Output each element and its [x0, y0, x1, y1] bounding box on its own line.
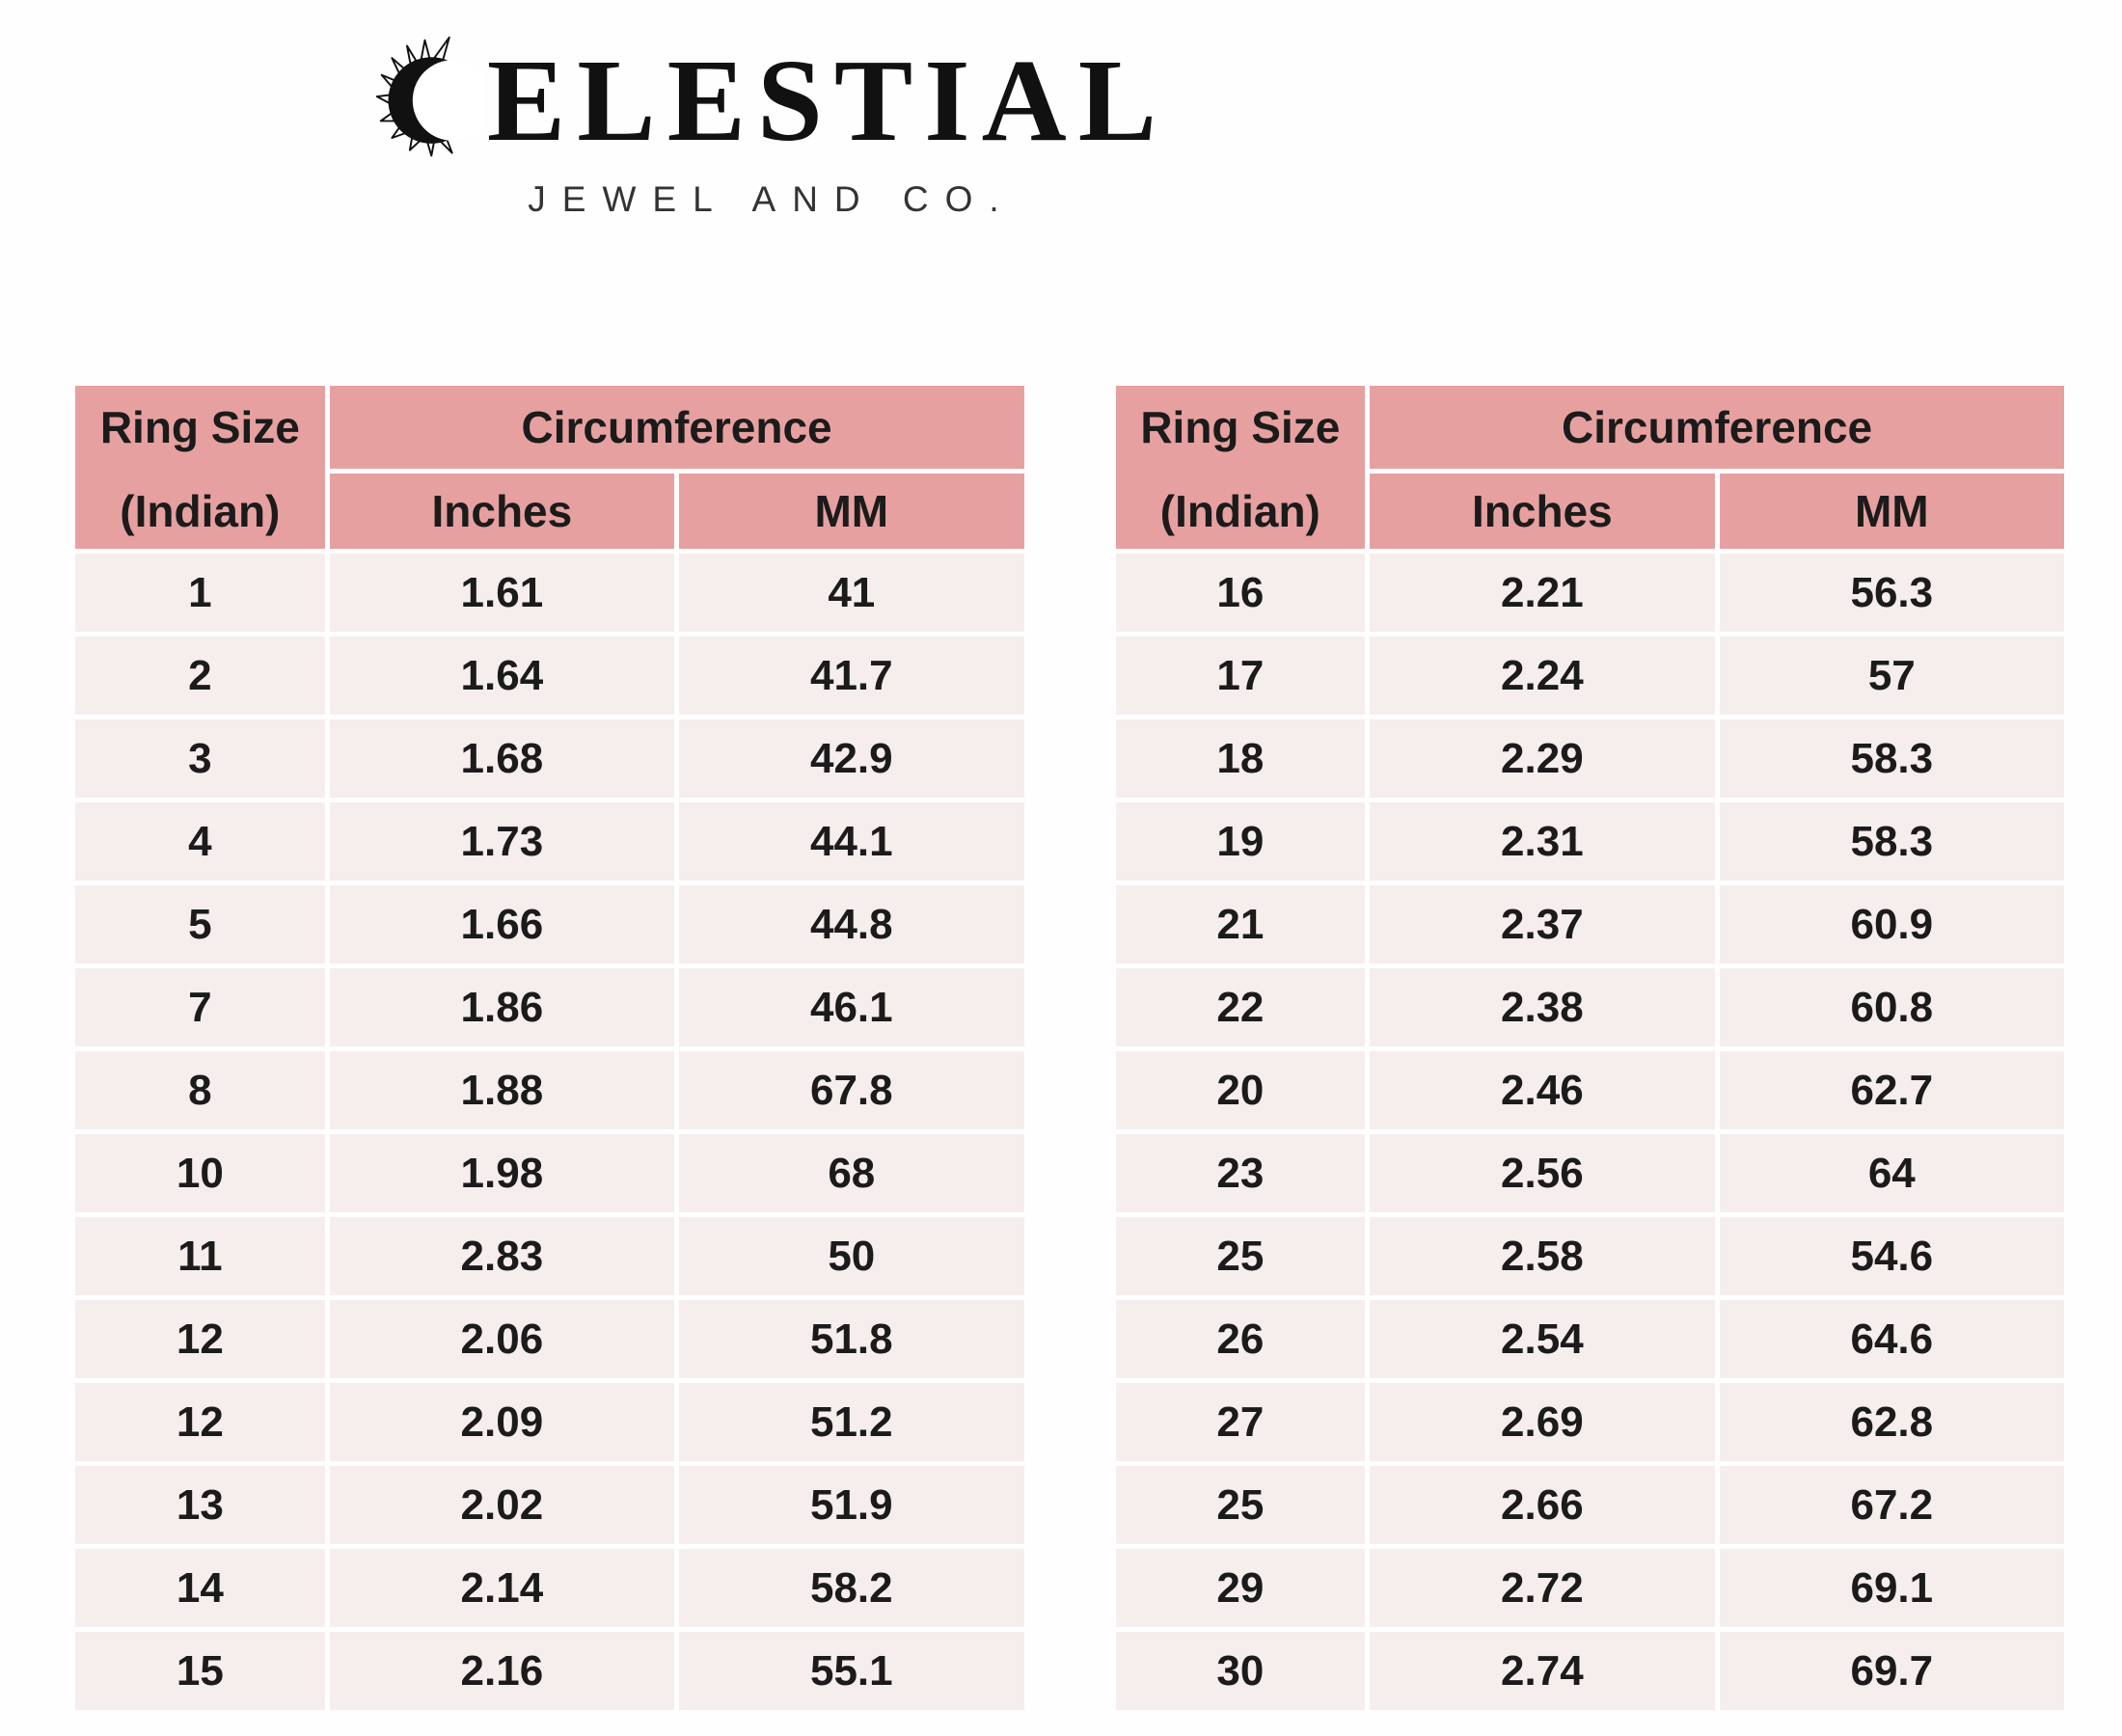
table-cell: 8 [75, 1051, 325, 1129]
mm-header: MM [679, 474, 1023, 549]
table-cell: 68 [679, 1134, 1023, 1212]
table-cell: 2.29 [1370, 719, 1714, 798]
ring-size-header-line1: Ring Size [99, 402, 300, 452]
mm-header: MM [1720, 474, 2064, 549]
ring-size-header-line2: (Indian) [1159, 486, 1320, 536]
table-cell: 41.7 [679, 637, 1023, 715]
table-cell: 1.88 [330, 1051, 674, 1129]
sun-moon-crescent-icon [375, 33, 483, 170]
table-cell: 1.66 [330, 885, 674, 963]
table-cell: 2.83 [330, 1217, 674, 1295]
table-cell: 2.31 [1370, 802, 1714, 881]
table-cell: 2.06 [330, 1300, 674, 1378]
table-cell: 41 [679, 554, 1023, 632]
table-cell: 22 [1116, 968, 1366, 1046]
table-cell: 2.38 [1370, 968, 1714, 1046]
table-cell: 20 [1116, 1051, 1366, 1129]
table-cell: 1.68 [330, 719, 674, 798]
table-cell: 14 [75, 1549, 325, 1627]
table-cell: 2.14 [330, 1549, 674, 1627]
table-cell: 25 [1116, 1217, 1366, 1295]
table-cell: 54.6 [1720, 1217, 2064, 1295]
table-cell: 55.1 [679, 1632, 1023, 1710]
table-cell: 2.46 [1370, 1051, 1714, 1129]
table-cell: 1.61 [330, 554, 674, 632]
table-cell: 60.9 [1720, 885, 2064, 963]
table-cell: 42.9 [679, 719, 1023, 798]
table-cell: 21 [1116, 885, 1366, 963]
table-cell: 2.74 [1370, 1632, 1714, 1710]
table-cell: 2.24 [1370, 637, 1714, 715]
table-cell: 17 [1116, 637, 1366, 715]
table-cell: 12 [75, 1383, 325, 1461]
brand-name: ELESTIAL [486, 36, 1169, 166]
table-cell: 67.8 [679, 1051, 1023, 1129]
table-cell: 18 [1116, 719, 1366, 798]
table-cell: 62.8 [1720, 1383, 2064, 1461]
ring-size-header [1116, 386, 1366, 549]
brand-name-row [375, 33, 1168, 170]
table-cell: 44.8 [679, 885, 1023, 963]
table-cell: 58.3 [1720, 802, 2064, 881]
ring-size-table-left [75, 386, 1024, 1710]
table-cell: 1.64 [330, 637, 674, 715]
ring-size-header-line1: Ring Size [1140, 402, 1341, 452]
table-cell: 1.98 [330, 1134, 674, 1212]
table-cell: 2.66 [1370, 1466, 1714, 1544]
table-cell: 2.02 [330, 1466, 674, 1544]
table-cell: 2 [75, 637, 325, 715]
ring-size-table-right [1116, 386, 2065, 1710]
table-cell: 3 [75, 719, 325, 798]
circumference-header: Circumference [1370, 386, 2064, 469]
table-cell: 26 [1116, 1300, 1366, 1378]
table-cell: 2.09 [330, 1383, 674, 1461]
table-cell: 51.8 [679, 1300, 1023, 1378]
table-cell: 10 [75, 1134, 325, 1212]
table-cell: 2.69 [1370, 1383, 1714, 1461]
ring-size-header [75, 386, 325, 549]
table-cell: 67.2 [1720, 1466, 2064, 1544]
table-cell: 64 [1720, 1134, 2064, 1212]
inches-header: Inches [1370, 474, 1714, 549]
table-cell: 29 [1116, 1549, 1366, 1627]
table-cell: 1.73 [330, 802, 674, 881]
table-cell: 4 [75, 802, 325, 881]
table-cell: 13 [75, 1466, 325, 1544]
table-cell: 30 [1116, 1632, 1366, 1710]
table-cell: 11 [75, 1217, 325, 1295]
table-cell: 15 [75, 1632, 325, 1710]
table-cell: 60.8 [1720, 968, 2064, 1046]
table-cell: 16 [1116, 554, 1366, 632]
table-cell: 57 [1720, 637, 2064, 715]
table-cell: 2.21 [1370, 554, 1714, 632]
table-cell: 2.56 [1370, 1134, 1714, 1212]
table-cell: 23 [1116, 1134, 1366, 1212]
table-cell: 1 [75, 554, 325, 632]
table-cell: 51.2 [679, 1383, 1023, 1461]
table-cell: 19 [1116, 802, 1366, 881]
table-cell: 25 [1116, 1466, 1366, 1544]
table-cell: 64.6 [1720, 1300, 2064, 1378]
table-cell: 2.54 [1370, 1300, 1714, 1378]
table-cell: 46.1 [679, 968, 1023, 1046]
table-cell: 69.1 [1720, 1549, 2064, 1627]
table-cell: 62.7 [1720, 1051, 2064, 1129]
table-cell: 1.86 [330, 968, 674, 1046]
table-cell: 2.72 [1370, 1549, 1714, 1627]
table-cell: 12 [75, 1300, 325, 1378]
table-cell: 56.3 [1720, 554, 2064, 632]
circumference-header: Circumference [330, 386, 1024, 469]
table-cell: 5 [75, 885, 325, 963]
table-cell: 51.9 [679, 1466, 1023, 1544]
inches-header: Inches [330, 474, 674, 549]
table-cell: 2.58 [1370, 1217, 1714, 1295]
table-cell: 58.3 [1720, 719, 2064, 798]
table-cell: 44.1 [679, 802, 1023, 881]
table-cell: 7 [75, 968, 325, 1046]
brand-logo [375, 33, 1168, 220]
table-cell: 69.7 [1720, 1632, 2064, 1710]
size-tables [75, 386, 2064, 1710]
table-cell: 27 [1116, 1383, 1366, 1461]
ring-size-header-line2: (Indian) [120, 486, 281, 536]
table-cell: 2.16 [330, 1632, 674, 1710]
table-cell: 58.2 [679, 1549, 1023, 1627]
brand-subtitle: JEWEL AND CO. [528, 179, 1016, 219]
table-cell: 50 [679, 1217, 1023, 1295]
table-cell: 2.37 [1370, 885, 1714, 963]
